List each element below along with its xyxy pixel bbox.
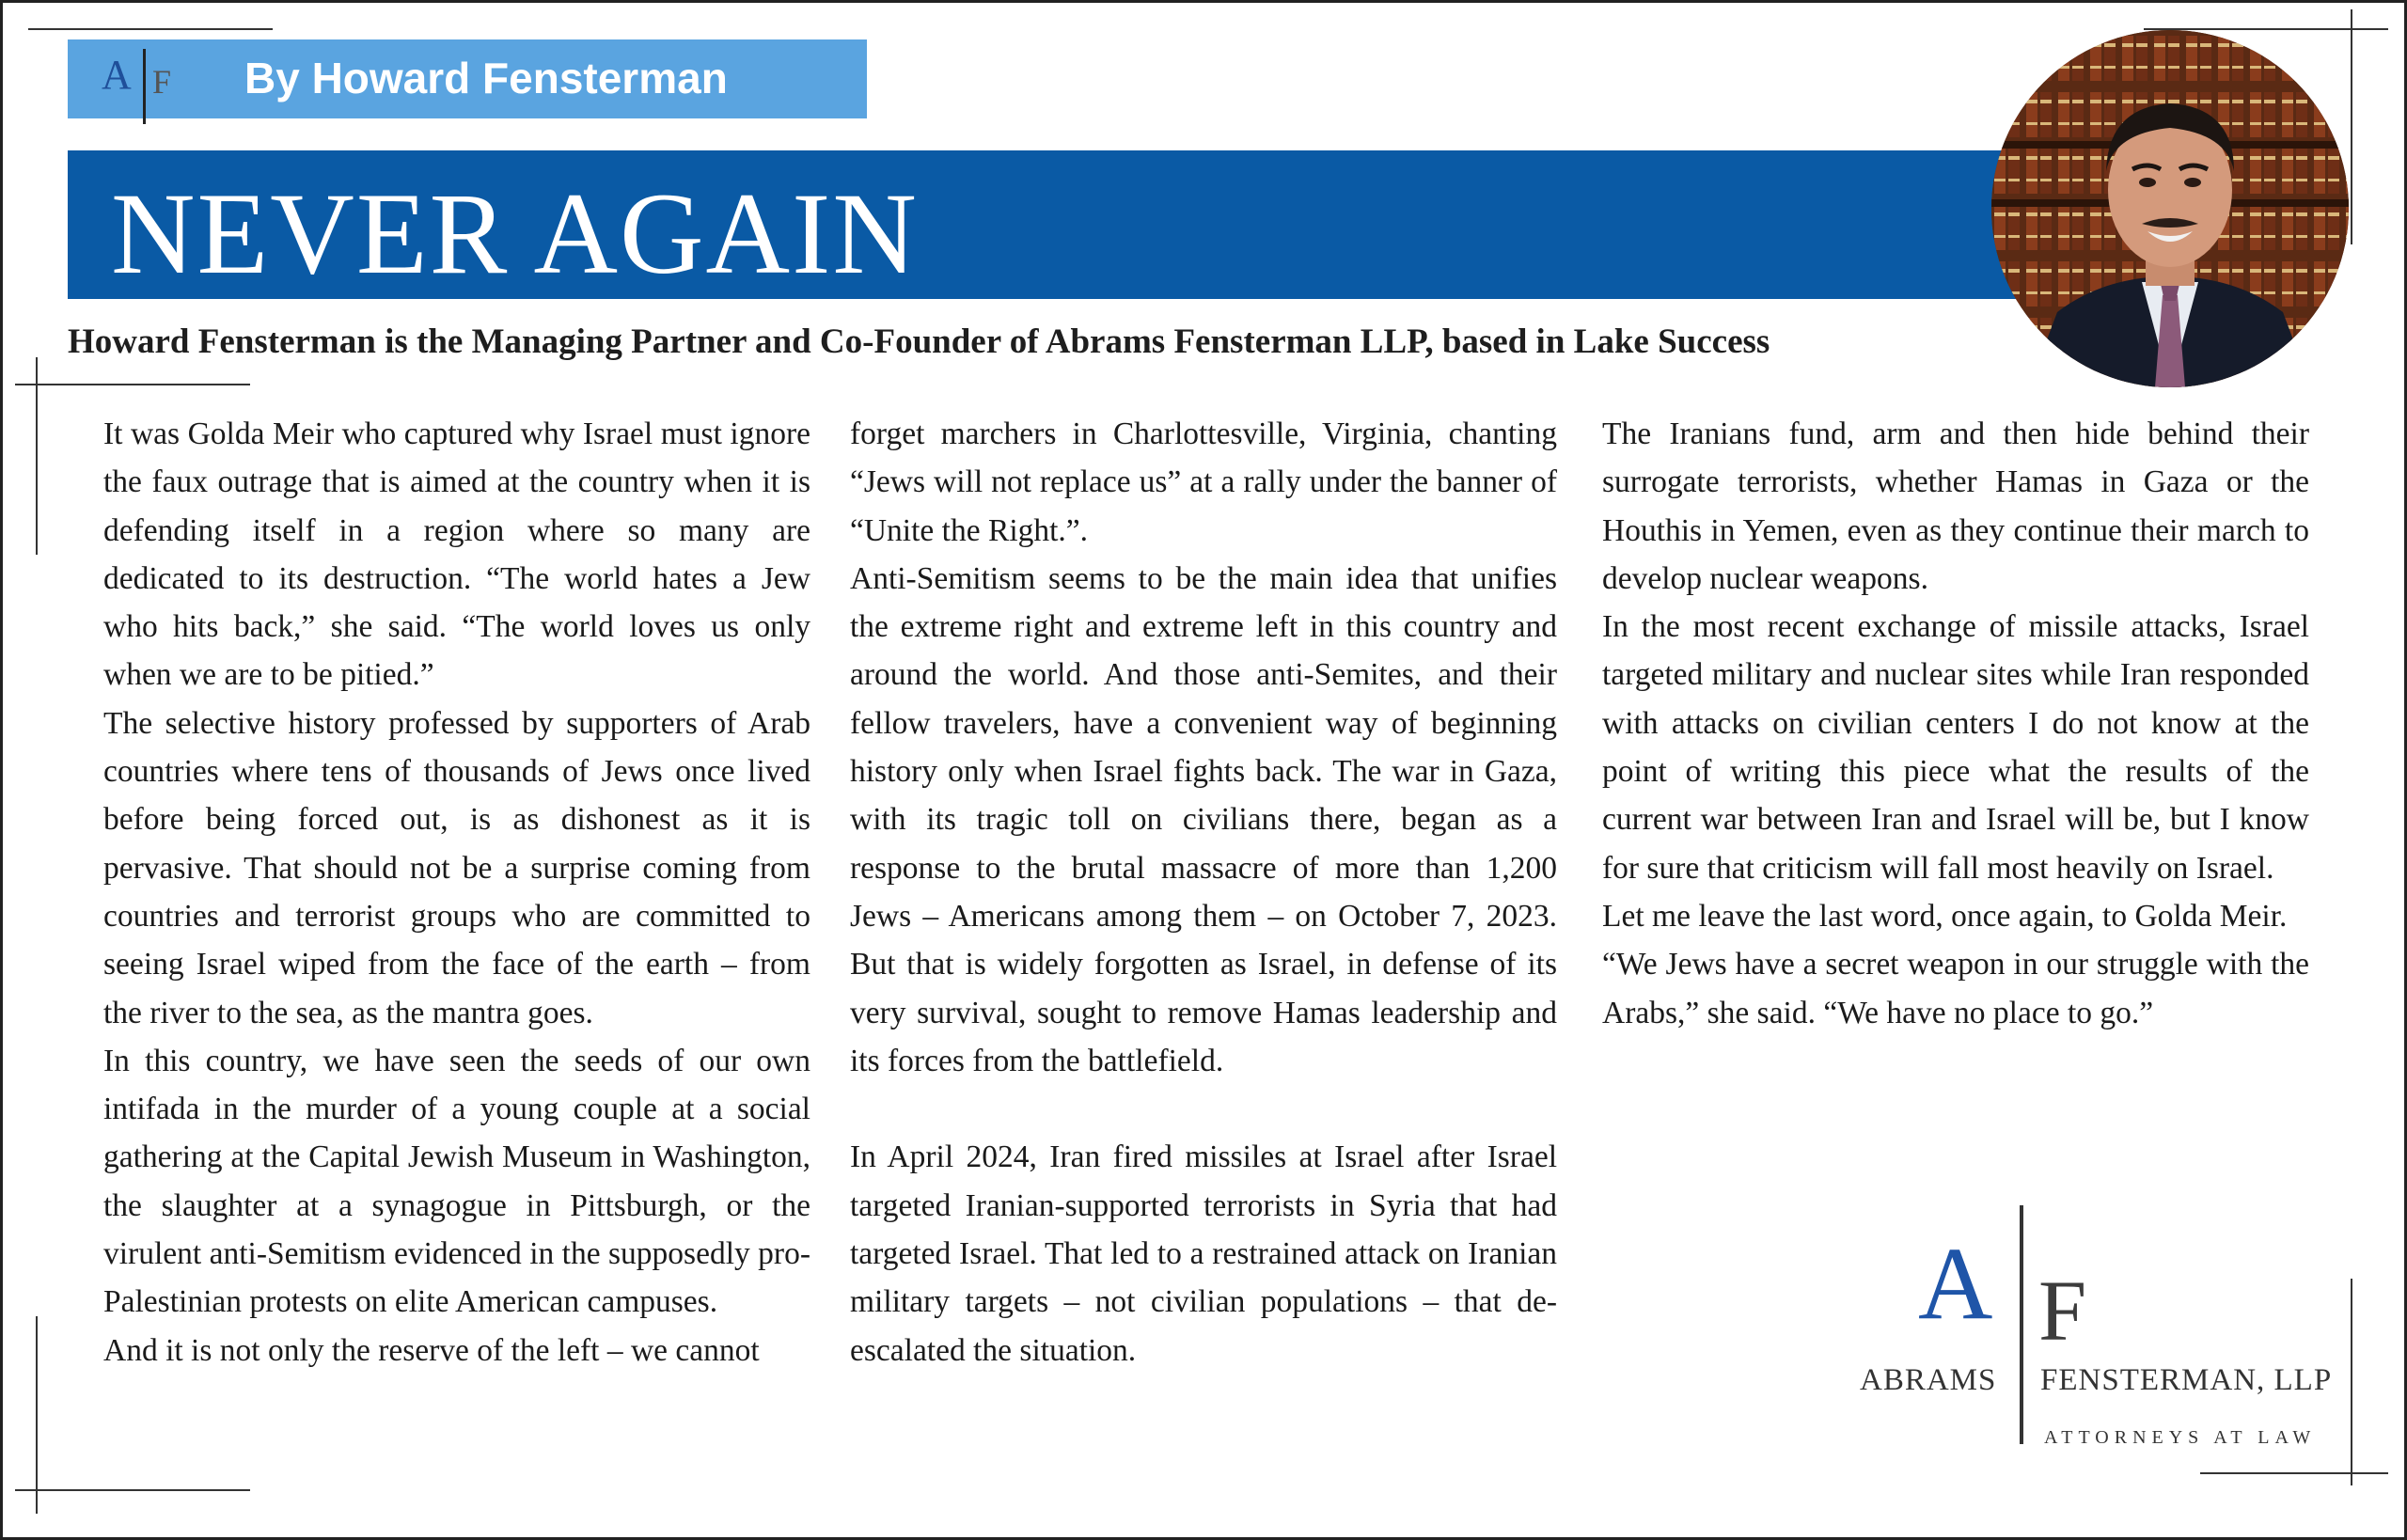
crop-mark (28, 28, 273, 30)
article-column-2 (850, 410, 1557, 1375)
article-column-1 (103, 410, 810, 1375)
logo-letter-a: A (1918, 1226, 1993, 1341)
crop-mark (36, 357, 38, 555)
author-photo (1991, 30, 2349, 387)
article-column-3 (1602, 410, 2309, 1037)
byline-author: By Howard Fensterman (244, 54, 728, 102)
logo-tagline: ATTORNEYS AT LAW (2044, 1427, 2317, 1448)
paragraph: Anti-Semitism seems to be the main idea that unifies the extreme right and extreme left in this country and around the world. And those anti-Semites, and their fellow travelers, have a convenient way of beginning history only when Israel fights back. The war in Gaza, with its tragic toll on civilians there, began as a response to the brutal massacre of more than 1,200 Jews – Americans among them – on October 7, 2023. But that is widely forgotten as Israel, in defense of its very survival, sought to remove Hamas leadership and its forces from the battlefield. (850, 560, 1557, 1078)
paragraph: It was Golda Meir who captured why Israel must ignore the faux outrage that is aimed at the country when it is defending itself in a region where so many are dedicated to its destruction. “The world hates a Jew who hits back,” she said. “The world loves us only when we are to be pitied.” (103, 416, 810, 693)
logo-fensterman: FENSTERMAN, LLP (2040, 1363, 2333, 1397)
logo-abrams: ABRAMS (1860, 1363, 1997, 1397)
af-mini-logo (102, 49, 186, 111)
headline-bar (68, 150, 2052, 299)
paragraph: “We Jews have a secret weapon in our struggle with the Arabs,” she said. “We have no place to go.” (1602, 947, 2309, 1030)
byline-band (68, 39, 867, 118)
author-portrait-illustration (1991, 30, 2349, 387)
paragraph: The selective history professed by supporters of Arab countries where tens of thousands of Jews once lived before being forced out, is as dishonest as it is pervasive. That should not be a surprise coming from countries and terrorist groups who are committed to seeing Israel wiped from the face of the earth – from the river to the sea, as the mantra goes. (103, 705, 810, 1030)
paragraph: The Iranians fund, arm and then hide behind their surrogate terrorists, whether Hamas in Gaza or the Houthis in Yemen, even as they continue their march to develop nuclear weapons. (1602, 416, 2309, 596)
paragraph: forget marchers in Charlottesville, Virginia, chanting “Jews will not replace us” at a rally under the banner of “Unite the Right.”. (850, 416, 1557, 548)
logo-letter-f: F (2038, 1263, 2087, 1359)
author-subtitle: Howard Fensterman is the Managing Partner and Co-Founder of Abrams Fensterman LLP, based in Lake Success (68, 322, 1770, 361)
paragraph: In this country, we have seen the seeds of our own intifada in the murder of a young couple at a social gathering at the Capital Jewish Museum in Washington, the slaughter at a synagogue in Pittsburgh, or the virulent anti-Semitism evidenced in the supposedly pro-Palestinian protests on elite American campuses. (103, 1043, 810, 1320)
crop-mark (36, 1316, 38, 1514)
paragraph: In the most recent exchange of missile attacks, Israel targeted military and nuclear sites while Iran responded with attacks on civilian centers I do not know at the point of writing this piece what the results of the current war between Iran and Israel will be, but I know for sure that criticism will fall most heavily on Israel. (1602, 609, 2309, 886)
logo-divider (143, 49, 146, 124)
paragraph: And it is not only the reserve of the left – we cannot (103, 1332, 760, 1368)
headline-title: NEVER AGAIN (111, 169, 919, 298)
logo-letter-a: A (102, 52, 132, 98)
crop-mark (15, 384, 250, 385)
paragraph: Let me leave the last word, once again, to Golda Meir. (1602, 898, 2288, 934)
firm-logo (1852, 1202, 2360, 1484)
crop-mark (2351, 9, 2352, 244)
crop-mark (15, 1489, 250, 1491)
paragraph-spacer (850, 1085, 1557, 1133)
logo-letter-f: F (152, 63, 172, 101)
logo-divider (2020, 1205, 2023, 1444)
paragraph: In April 2024, Iran fired missiles at Israel after Israel targeted Iranian-supported terrorists in Syria that had targeted Israel. That led to a restrained attack on Iranian military targets – not civilian populations – that de-escalated the situation. (850, 1139, 1557, 1368)
